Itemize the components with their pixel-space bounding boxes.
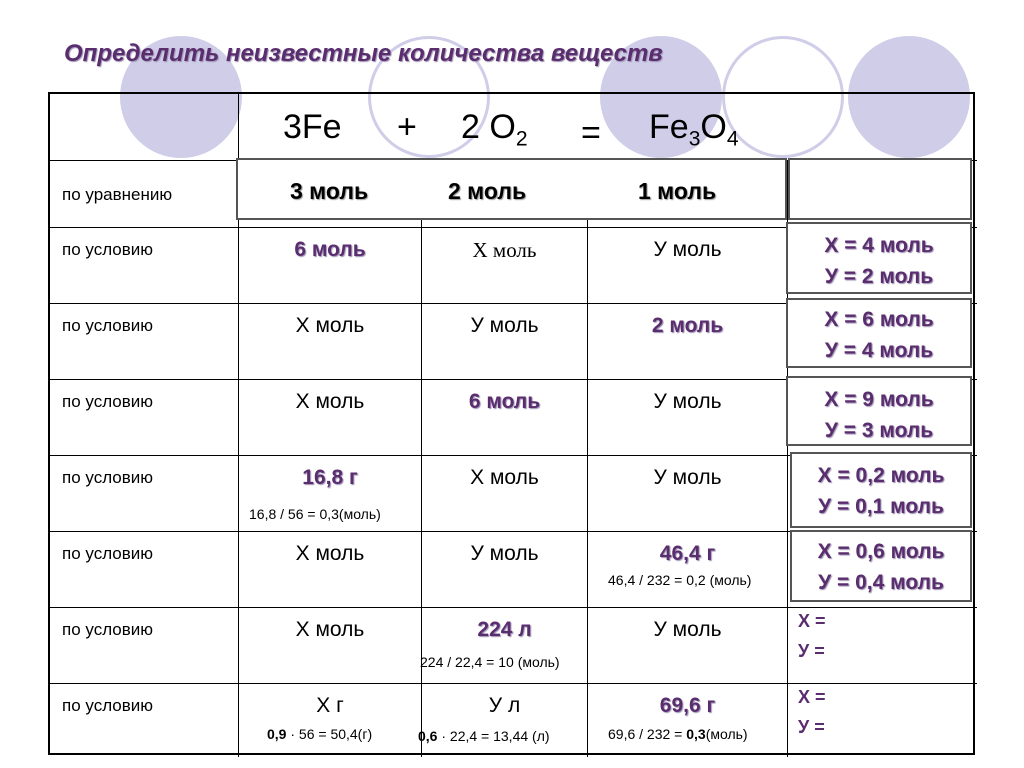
cell-o2: 6 моль [468,390,541,413]
answer-x: Х = 0,6 моль [817,540,945,563]
answer-y: У = 2 моль [824,265,934,288]
cell-fe: Х моль [295,314,365,337]
answer-x: Х = 6 моль [824,308,934,331]
row-label: по условию [62,240,154,259]
cell-fe: 16,8 г [302,466,358,489]
answer-box [786,298,972,368]
cell-o2: Х моль [470,466,539,489]
answer-x: Х = [798,687,826,707]
cell-fe: Х моль [295,390,365,413]
eq-plus: + [397,108,417,146]
row-label-equation: по уравнению [50,161,239,228]
answer-x: Х = 9 моль [824,388,934,411]
equation-answer-box [788,158,972,220]
cell-o2: Х моль [472,238,537,262]
answer-x: Х = 0,2 моль [817,464,945,487]
calc-fe: 0,9 · 56 = 50,4(г) [267,726,373,742]
cell-fe3o4: 46,4 г [659,542,716,565]
row-label: по условию [62,544,154,563]
eq-o2: 2 $O_2$ [461,108,528,151]
eq-fe3o4: $Fe_3O_4$ [649,108,739,151]
cell-o2: 224 л [477,618,532,641]
cell-o2: У л [488,694,521,717]
answer-x: Х = 4 моль [824,234,934,257]
answer-box [798,682,826,742]
cell-fe3o4: У моль [653,238,722,261]
cell-o2: У моль [470,542,539,565]
row-label: по условию [62,468,154,487]
answer-box [798,606,826,666]
row-label: по условию [62,696,154,715]
calc-fe3o4: 46,4 / 232 = 0,2 (моль) [608,572,752,588]
corner-cell [50,94,239,161]
moles-fe3o4: 1 моль [638,178,717,204]
cell-o2: У моль [470,314,539,337]
row-label: по условию [62,392,154,411]
equation-cell [239,94,977,161]
answer-box [790,452,972,528]
cell-fe: 6 моль [294,238,366,261]
moles-o2: 2 моль [448,178,527,204]
equation-moles-box [236,158,787,220]
answer-box [786,376,972,446]
cell-fe3o4: У моль [653,618,722,641]
answer-box [786,222,972,294]
answer-box [790,530,972,602]
calc-o2: 224 / 22,4 = 10 (моль) [420,654,560,670]
calc-o2: 0,6 · 22,4 = 13,44 (л) [418,728,550,744]
eq-fe: 3Fe [283,108,342,146]
row-label: по условию [62,620,154,639]
eq-equals: = [581,114,601,152]
moles-fe: 3 моль [290,178,369,204]
row-label: по условию [62,316,154,335]
answer-y: У = 3 моль [824,419,934,442]
cell-fe3o4: 2 моль [651,314,724,337]
cell-fe3o4: 69,6 г [659,694,716,717]
cell-fe3o4: У моль [653,466,722,489]
answer-y: У = 0,4 моль [818,571,944,594]
answer-y: У = [798,641,825,661]
calc-fe: 16,8 / 56 = 0,3(моль) [249,506,381,522]
cell-fe3o4: У моль [653,390,722,413]
answer-x: Х = [798,611,826,631]
cell-fe: Х моль [295,618,365,641]
answer-y: У = 0,1 моль [818,495,944,518]
answer-y: У = [798,717,825,737]
cell-fe: Х моль [295,542,365,565]
calc-fe3o4: 69,6 / 232 = 0,3(моль) [608,726,748,742]
page-title: Определить неизвестные количества веществ [64,40,663,67]
answer-y: У = 4 моль [824,339,934,362]
cell-fe: Х г [316,694,344,717]
